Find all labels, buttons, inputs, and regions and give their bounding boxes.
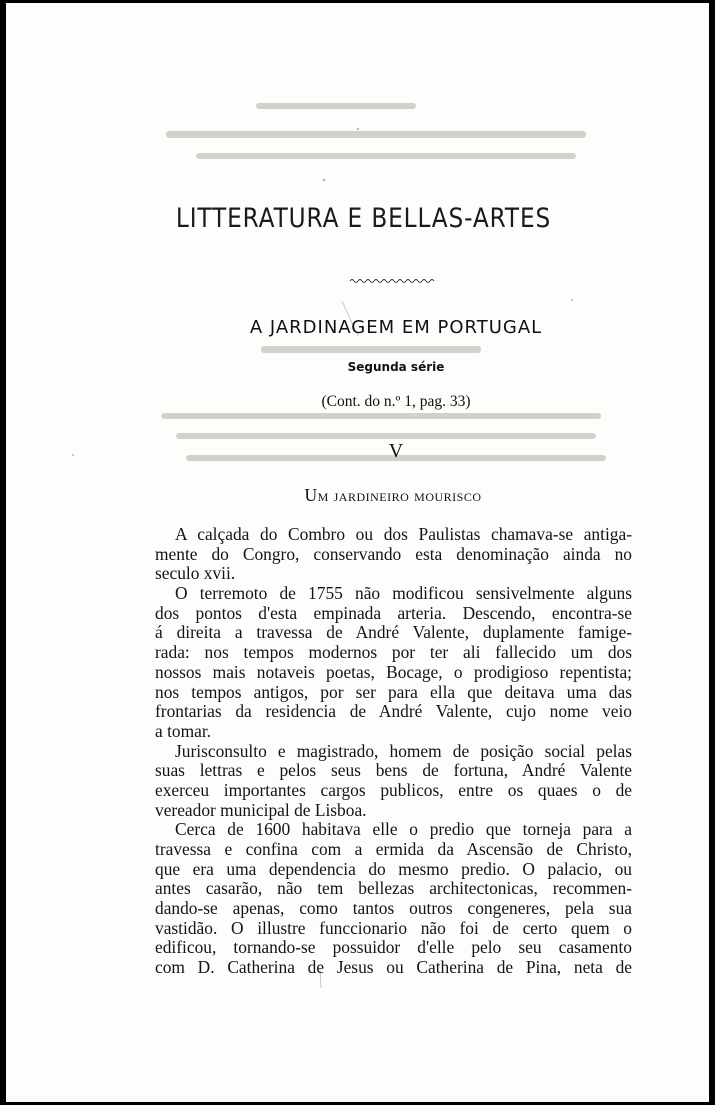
body-line: A calçada do Combro ou dos Paulistas chamava-se antiga-	[175, 524, 632, 544]
continuation-note: (Cont. do n.º 1, pag. 33)	[321, 393, 471, 410]
body-line: a tomar.	[155, 720, 212, 741]
body-line: vereador municipal de Lisboa.	[155, 799, 367, 820]
body-line: Cerca de 1600 habitava elle o predio que torneja para a	[175, 819, 632, 840]
body-line: que era uma dependencia do mesmo predio. O palacio, ou	[155, 858, 632, 879]
body-line: exerceu importantes cargos publicos, entre os quaes o de	[155, 779, 632, 800]
body-line: dando-se apenas, como tantos outros congeneres, pela sua	[155, 898, 632, 919]
body-line: suas lettras e pelos seus bens de fortuna, André Valente	[155, 760, 632, 781]
section-title: LITTERATURA E BELLAS-ARTES	[175, 203, 552, 234]
body-line: com D. Catherina de Jesus ou Catherina de Pina, neta de	[155, 957, 632, 978]
body-line: seculo xvii.	[155, 563, 236, 584]
wavy-divider-ornament	[349, 277, 437, 285]
chapter-number: V	[388, 440, 404, 462]
body-line: mente do Congro, conservando esta denominação ainda no	[155, 543, 632, 564]
body-line: O terremoto de 1755 não modificou sensivelmente alguns	[175, 583, 632, 604]
body-line: nossos mais notaveis poetas, Bocage, o prodigioso repentista;	[155, 661, 632, 682]
body-line: Jurisconsulto e magistrado, homem de posição social pelas	[175, 740, 632, 761]
body-line: dos pontos d'esta empinada arteria. Descendo, encontra-se	[155, 602, 632, 623]
body-text	[155, 521, 632, 978]
article-title: A JARDINAGEM EM PORTUGAL	[249, 317, 543, 338]
body-line: edificou, tornando-se possuidor d'elle pelo seu casamento	[155, 937, 632, 958]
body-line: nos tempos antigos, por ser para ella que deitava uma das	[155, 681, 632, 702]
series-label: Segunda série	[347, 360, 445, 374]
body-line: á direita a travessa de André Valente, duplamente famige-	[155, 622, 632, 643]
body-line: vastidão. O illustre funccionario não foi de certo quem o	[155, 917, 632, 938]
chapter-subtitle: Um jardineiro mourisco	[304, 485, 482, 505]
body-line: frontarias da residencia de André Valente, cujo nome veio	[155, 701, 632, 722]
body-line: rada: nos tempos modernos por ter ali fallecido um dos	[155, 642, 632, 663]
body-line: travessa e confina com a ermida da Ascensão de Christo,	[155, 839, 632, 859]
body-line: antes casarão, não tem bellezas architectonicas, recommen-	[155, 878, 632, 899]
